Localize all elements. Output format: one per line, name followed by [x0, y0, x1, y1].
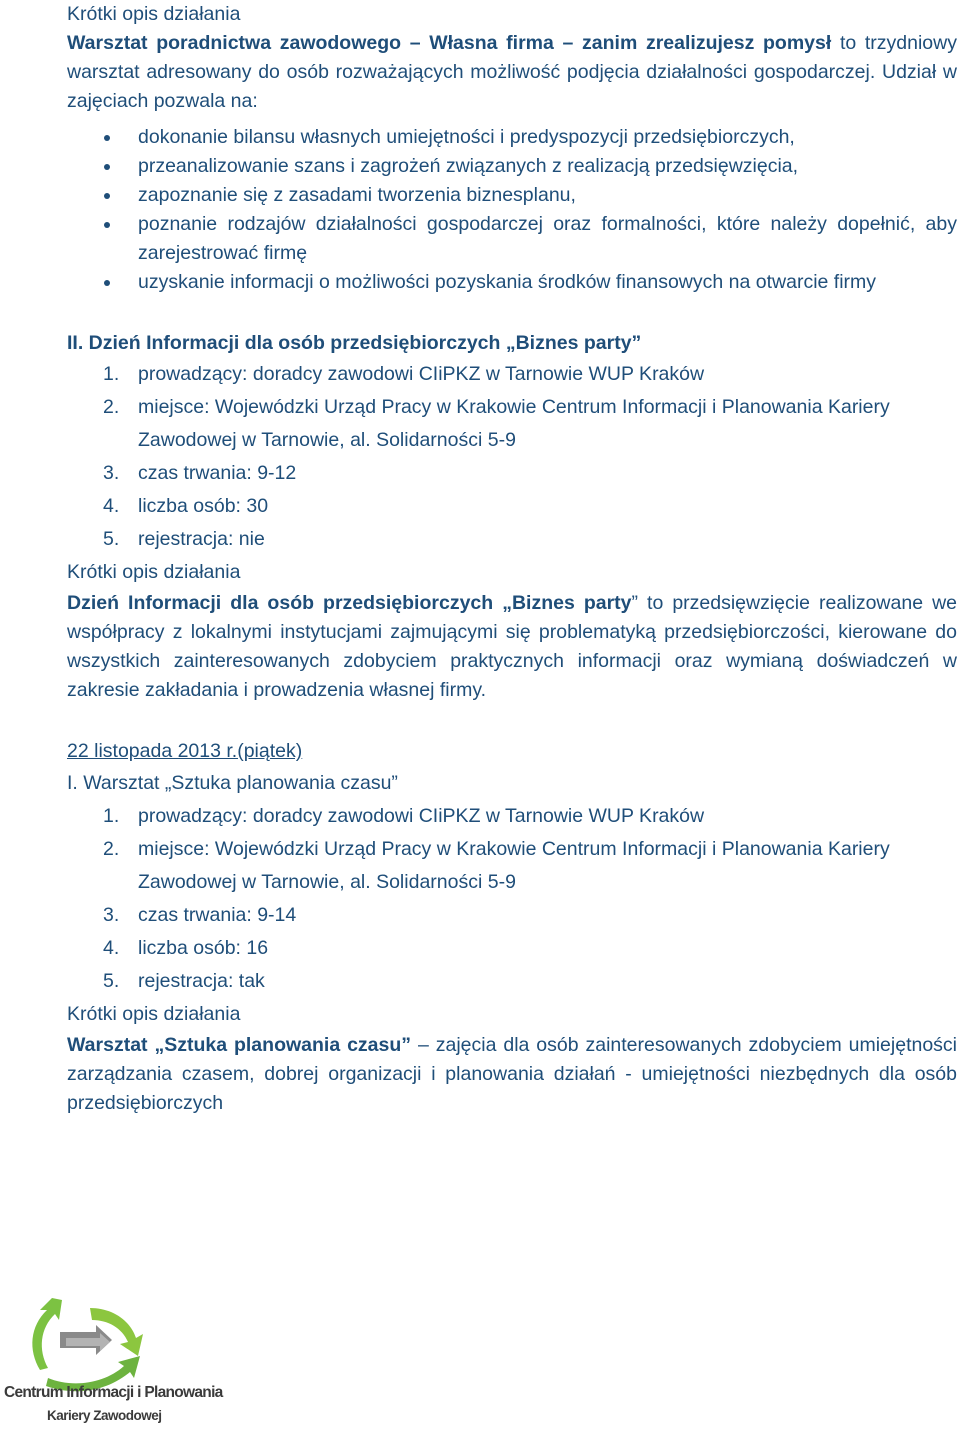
description-title: Dzień Informacji dla osób przedsiębiorczych „Biznes party: [67, 592, 632, 614]
list-item: uzyskanie informacji o możliwości pozyskania środków finansowych na otwarcie firmy: [67, 268, 957, 297]
item-number: 4.: [103, 495, 120, 517]
description-paragraph: [67, 1031, 957, 1118]
event-date: 22 listopada 2013 r.(piątek): [67, 740, 303, 762]
section-heading: I. Warsztat „Sztuka planowania czasu”: [67, 772, 398, 794]
item-number: 5.: [103, 970, 120, 992]
item-text: miejsce: Wojewódzki Urząd Pracy w Krakowie Centrum Informacji i Planowania Kariery Zawodowej w Tarnowie, al. Solidarności 5-9: [138, 396, 890, 451]
description-title: Warsztat „Sztuka planowania czasu”: [67, 1034, 412, 1056]
section-workshop-own-business: [67, 0, 957, 297]
list-item: [67, 965, 957, 998]
section-subheading: Krótki opis działania: [67, 3, 241, 25]
item-number: 3.: [103, 904, 120, 926]
section-heading: [67, 329, 957, 358]
intro-paragraph: [67, 29, 957, 116]
item-number: 5.: [103, 528, 120, 550]
list-item: [67, 899, 957, 932]
list-item: [67, 490, 957, 523]
list-item: [67, 523, 957, 556]
description-paragraph: [67, 589, 957, 705]
list-item: przeanalizowanie szans i zagrożeń związanych z realizacją przedsięwzięcia,: [67, 152, 957, 181]
item-number: 1.: [103, 363, 120, 385]
benefits-list: [67, 123, 957, 297]
details-list: [67, 800, 957, 998]
item-number: 2.: [103, 396, 120, 418]
section-biznes-party: [67, 329, 957, 705]
item-number: 2.: [103, 838, 120, 860]
list-item: [67, 457, 957, 490]
list-item: [67, 833, 957, 899]
list-item: [67, 800, 957, 833]
logo-text-line1: Centrum Informacji i Planowania: [4, 1384, 223, 1401]
item-text: czas trwania: 9-12: [138, 462, 297, 484]
item-text: liczba osób: 16: [138, 937, 269, 959]
intro-text: to trzydniowy warsztat adresowany do osób rozważających możliwość podjęcia działalności gospodarczej. Udział w zajęciach pozwala na:: [67, 32, 957, 112]
list-item: poznanie rodzajów działalności gospodarczej oraz formalności, które należy dopełnić, aby zarejestrować firmę: [67, 210, 957, 268]
document-page: [67, 0, 957, 1118]
item-number: 4.: [103, 937, 120, 959]
item-number: 1.: [103, 805, 120, 827]
list-item: [67, 391, 957, 457]
workshop-title: Warsztat poradnictwa zawodowego – Własna firma – zanim zrealizujesz pomysł: [67, 32, 832, 54]
item-number: 3.: [103, 462, 120, 484]
description-text: – zajęcia dla osób zainteresowanych zdobyciem umiejętności zarządzania czasem, dobrej organizacji i planowania działań - umiejętności niezbędnych dla osób przedsiębiorczych: [67, 1034, 958, 1114]
item-text: prowadzący: doradcy zawodowi CIiPKZ w Tarnowie WUP Kraków: [138, 363, 705, 385]
logo-text-line2: Kariery Zawodowej: [47, 1408, 162, 1423]
details-list: [67, 358, 957, 556]
list-item: zapoznanie się z zasadami tworzenia biznesplanu,: [67, 181, 957, 210]
logo-arrow-left-icon: [32, 1298, 62, 1370]
description-text: ” to przedsięwzięcie realizowane we współpracy z lokalnymi instytucjami zajmującymi się problematyką przedsiębiorczości, kierowane do wszystkich zainteresowanych zdobyciem praktycznych informacji oraz wymianą doświadczeń w zakresie zakładania i prowadzenia własnej firmy.: [67, 592, 957, 701]
section-subheading: Krótki opis działania: [67, 1003, 241, 1025]
list-item: [67, 932, 957, 965]
list-item: dokonanie bilansu własnych umiejętności i predyspozycji przedsiębiorczych,: [67, 123, 957, 152]
item-text: czas trwania: 9-14: [138, 904, 297, 926]
item-text: prowadzący: doradcy zawodowi CIiPKZ w Tarnowie WUP Kraków: [138, 805, 705, 827]
section-subheading: Krótki opis działania: [67, 561, 241, 583]
section-time-planning: [67, 736, 957, 1118]
item-text: rejestracja: nie: [138, 528, 265, 550]
section-heading-text: II. Dzień Informacji dla osób przedsiębiorczych „Biznes party”: [67, 332, 642, 354]
item-text: liczba osób: 30: [138, 495, 269, 517]
item-text: rejestracja: tak: [138, 970, 265, 992]
list-item: [67, 358, 957, 391]
item-text: miejsce: Wojewódzki Urząd Pracy w Krakowie Centrum Informacji i Planowania Kariery Zawodowej w Tarnowie, al. Solidarności 5-9: [138, 838, 890, 893]
